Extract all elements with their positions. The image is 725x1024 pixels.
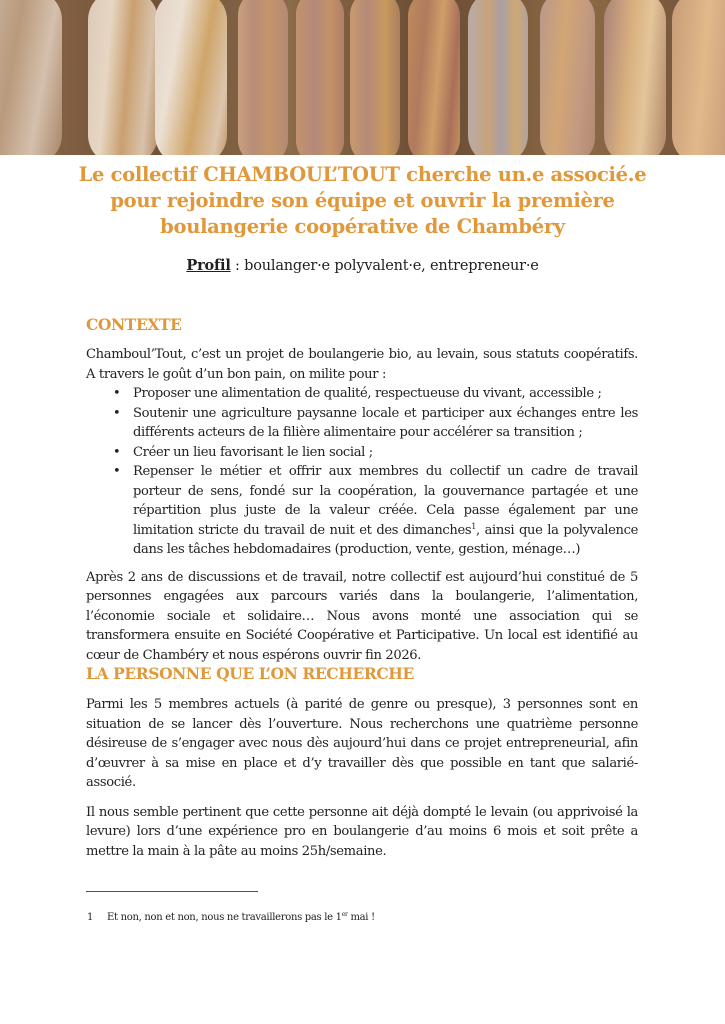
footnote bbox=[87, 911, 375, 925]
section-body-personne bbox=[86, 695, 638, 861]
bullet-text: Soutenir une agriculture paysanne locale et participer aux échanges entre les différents acteurs de la filière alimentaire pour accélérer sa transition ; bbox=[133, 405, 638, 440]
profile-value: boulanger·e polyvalent·e, entrepreneur·e bbox=[244, 258, 539, 274]
contexte-paragraph: Après 2 ans de discussions et de travail, notre collectif est aujourd’hui constitué de 5 personnes engagées aux parcours variés dans la boulangerie, l’alimentation, l’économie sociale et solidaire… Nous avons monté une association qui se transformera ensuite en Société Coopérative et Participative. Un local est identifié au cœur de Chambéry et nous espérons ouvrir fin 2026. bbox=[86, 569, 638, 663]
bullet-item bbox=[86, 443, 638, 463]
section-heading-contexte: CONTEXTE bbox=[86, 315, 182, 334]
profile-separator: : bbox=[230, 258, 245, 274]
title-line: boulangerie coopérative de Chambéry bbox=[160, 215, 565, 238]
bullet-item bbox=[86, 462, 638, 560]
section-body-contexte bbox=[86, 345, 638, 665]
profile-line bbox=[0, 256, 725, 276]
contexte-intro: Chamboul’Tout, c’est un projet de boulangerie bio, au levain, sous statuts coopératifs. A travers le goût d’un bon pain, on milite pour : bbox=[86, 347, 638, 382]
baguette bbox=[238, 0, 288, 155]
personne-paragraph: Parmi les 5 membres actuels (à parité de genre ou presque), 3 personnes sont en situation de se lancer dès l’ouverture. Nous recherchons une quatrième personne désireuse de s’engager avec nous dès aujourd’hui dans ce projet entrepreneurial, afin d’œuvrer à sa mise en place et d’y travailler dès que possible en tant que salarié-associé. bbox=[86, 697, 638, 790]
bullet-text: Proposer une alimentation de qualité, respectueuse du vivant, accessible ; bbox=[133, 386, 602, 401]
bullet-icon: • bbox=[113, 386, 121, 401]
baguette bbox=[155, 0, 227, 155]
title-line: pour rejoindre son équipe et ouvrir la première bbox=[110, 189, 615, 212]
footnote-superscript: er bbox=[341, 911, 348, 918]
footnote-separator bbox=[86, 891, 258, 892]
header-bread-image bbox=[0, 0, 725, 155]
personne-paragraph: Il nous semble pertinent que cette personne ait déjà dompté le levain (ou apprivoisé la levure) lors d’une expérience pro en boulangerie d’au moins 6 mois et soit prête a mettre la main à la pâte au moins 25h/semaine. bbox=[86, 804, 638, 859]
document-title bbox=[60, 162, 665, 240]
footnote-number: 1 bbox=[87, 912, 94, 923]
baguette bbox=[296, 0, 344, 155]
baguette bbox=[672, 0, 725, 155]
baguette bbox=[468, 0, 528, 155]
footnote-text: Et non, non et non, nous ne travaillerons pas le 1 bbox=[107, 912, 342, 923]
bullet-icon: • bbox=[113, 464, 121, 479]
bullet-icon: • bbox=[113, 405, 121, 421]
baguette bbox=[350, 0, 400, 155]
profile-label: Profil bbox=[186, 257, 231, 274]
bullet-text: Repenser le métier et offrir aux membres du collectif un cadre de travail porteur de sens, fondé sur la coopération, la gouvernance partagée et une répartition plus juste de la valeur créée. Cela passe également par une limitation stricte du travail de nuit et des dimanches bbox=[133, 464, 638, 538]
title-line: Le collectif CHAMBOUL’TOUT cherche un.e associé.e bbox=[78, 163, 647, 186]
footnote-reference[interactable]: 1 bbox=[471, 521, 476, 531]
bullet-text: Créer un lieu favorisant le lien social ; bbox=[133, 444, 373, 460]
baguette bbox=[0, 0, 62, 155]
section-heading-personne: LA PERSONNE QUE L’ON RECHERCHE bbox=[86, 664, 414, 683]
bullet-item bbox=[86, 384, 638, 404]
bullet-icon: • bbox=[113, 444, 121, 460]
bullet-item bbox=[86, 404, 638, 443]
baguette bbox=[604, 0, 666, 155]
baguette bbox=[540, 0, 595, 155]
contexte-bullet-list bbox=[86, 384, 638, 560]
baguette bbox=[408, 0, 460, 155]
baguette bbox=[88, 0, 158, 155]
footnote-text-end: mai ! bbox=[347, 912, 375, 923]
bullet-text-continued: , ainsi que la polyvalence dans les tâches hebdomadaires (production, vente, gestion, ménage…) bbox=[133, 522, 638, 557]
